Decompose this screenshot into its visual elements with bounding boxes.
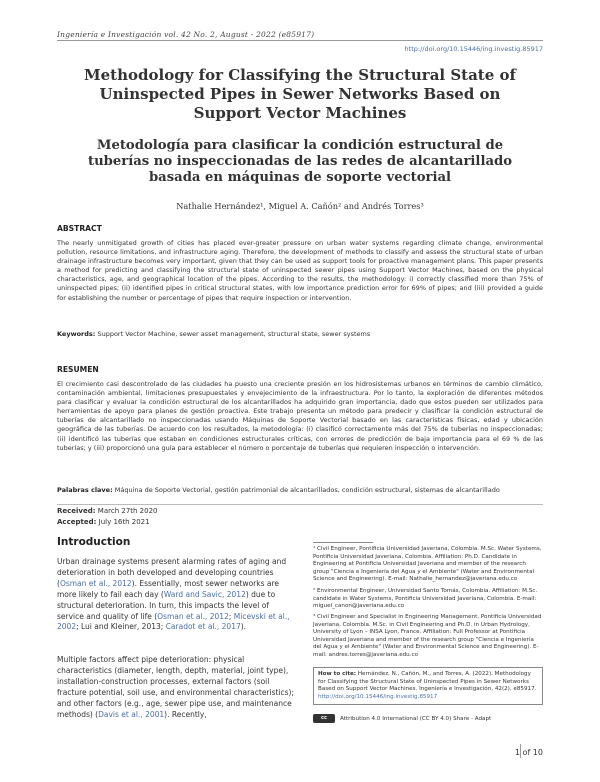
keywords-value: Support Vector Machine, sewer asset management, structural state, sewer systems (97, 330, 371, 338)
abstract-text: The nearly unmitigated growth of cities has placed ever-greater pressure on urban water systems regarding climate change, environmental pollution, resource limitations, and infrastructure aging. Therefore, the development of methods to classify and assess the structural state of urban drainage infrastructure becomes very important, given that they can be used as support tools for proactive management plans. This paper presents a method for predicting and classifying the structural state of uninspected sewer pipes using Support Vector Machines, based on the physical characteristics, age, and geographical location of the pipes. According to the results, the methodology: i) correctly classified more than 75% of uninspected pipes; (ii) identified pipes in critical structural states, with low importance prediction error for 69% of pipes; and (iii) provided a guide for establishing the number or percentage of pipes that require inspection or intervention. (57, 239, 543, 302)
journal-header: Ingeniería e Investigación vol. 42 No. 2, August - 2022 (e85917) (57, 30, 315, 39)
header-divider (57, 40, 543, 41)
keywords-label: Keywords: (57, 330, 96, 338)
palabras-clave-label: Palabras clave: (57, 486, 113, 494)
resumen-text: El crecimiento casi descontrolado de las ciudades ha puesto una creciente presión en los hidrosistemas urbanos en términos de cambio climático, contaminación ambiental, limitaciones presupuestales y envejecimiento de la infraestructura. Por lo tanto, la exploración de diferentes métodos para clasificar y evaluar la condición estructural de los alcantarillados ha adquirido gran importancia, dado que estos pueden ser utilizados para herramientas de apoyo para planes de gestión proactiva. Este trabajo presenta un método para predecir y clasificar la condición estructural de tuberías de alcantarillado no inspeccionadas usando Máquinas de Soporte Vectorial basado en las características físicas, edad y ubicación geográfica de las tuberías. De acuerdo con los resultados, la metodología: (i) clasificó correctamente más del 75% de tuberías no inspeccionadas; (ii) identificó las tuberías que estaban en condiciones estructurales críticas, con errores de predicción de baja importancia para el 69 % de las tuberías; y (iii) proporcionó una guía para establecer el número o porcentaje de tuberías que requieren inspección o intervención. (57, 380, 543, 452)
ref-caradot-2017[interactable]: Caradot et al., 2017 (165, 622, 241, 632)
abstract-heading: ABSTRACT (57, 224, 102, 233)
intro-paragraph-1: Urban drainage systems present alarming rates of aging and deterioration in both developed and developing countries (Osman et al., 2012). Essentially, most sewer networks are more likely to fail each day (Ward and Savic, 2012) due to structural deterioration. In turn, this impacts the level of service and quality of life (Osman et al., 2012; Micevski et al., 2002; Lui and Kleiner, 2013; Caradot et al., 2017). (57, 557, 290, 632)
intro-paragraph-2: Multiple factors affect pipe deterioration: physical characteristics (diameter, length, depth, material, joint type), installation-construction processes, external factors (soil fracture potential, soil use, and environmental characteristics); and other factors (e.g., age, sewer pipe use, and maintenance methods) (Davis et al., 2001). Recently, (57, 655, 295, 719)
footnote-3: ³ Civil Engineer and Specialist in Engineering Management, Pontificia Universidad Javeriana, Colombia. M.Sc. in Civil Engineering and Ph.D. in Urban Hydrology, University of Lyon – INSA Lyon, France. Affiliation: Full Professor at Pontificia Universidad Javeriana and member of the research group "Ciencia e Ingeniería del Agua y el Ambiente" (Water and Environmental Science and Engineering). E-mail: andres.torres@javeriana.edu.co (313, 614, 542, 658)
dates-divider (57, 504, 543, 505)
title-english: Methodology for Classifying the Structural State of Uninspected Pipes in Sewer Networks Based on Support Vector Machines (84, 66, 516, 122)
received-line: Received: March 27th 2020 (57, 507, 158, 515)
license-text: Attribution 4.0 International (CC BY 4.0) Share - Adapt (340, 716, 492, 722)
cc-license-icon[interactable]: cc (313, 714, 335, 723)
how-to-cite-label: How to cite: (318, 671, 357, 677)
how-to-cite-text: Hernández, N., Cañón, M., and Torres, A. (2022). Methodology for Classifying the Structural State of Uninspected Pipes in Sewer Networks Based on Support Vector Machines. Ingeniería e Investigación, 42(2), e85917. (318, 671, 537, 693)
title-spanish: Metodología para clasificar la condición estructural de tuberías no inspeccionadas de las redes de alcantarillado basada en máquinas de soporte vectorial (87, 138, 513, 185)
footnote-2: ² Environmental Engineer, Universidad Santo Tomás, Colombia. Affiliation: M.Sc. candidate in Water Systems, Pontificia Universidad Javeriana, Colombia. E-mail: miguel_canon@javeriana.edu.co (313, 588, 538, 610)
introduction-heading: Introduction (57, 536, 131, 548)
how-to-cite-doi[interactable]: http://doi.org/10.15446/ing.investig.85917 (318, 693, 438, 700)
ref-osman-2012-b[interactable]: Osman et al., 2012 (157, 611, 229, 621)
resumen-keywords (57, 486, 543, 495)
resumen-heading: RESUMEN (57, 365, 99, 374)
accepted-line: Accepted: July 16th 2021 (57, 517, 150, 526)
abstract-keywords (57, 330, 543, 339)
doi-link[interactable]: http://doi.org/10.15446/ing.investig.85917 (404, 45, 543, 53)
dates-block (57, 506, 158, 527)
ref-ward-savic-2012[interactable]: Ward and Savic, 2012 (163, 589, 246, 599)
footnote-1: ¹ Civil Engineer, Pontificia Universidad Javeriana, Colombia. M.Sc. Water Systems, Pontificia Universidad Javeriana, Colombia. Affiliation: Ph.D. Candidate in Engineering at Pontificia Universidad Javeriana and member of the research group "Ciencia e Ingeniería del Agua y el Ambiente" (Water and Environmental Science and Engineering). E-mail: Nathalie_hernandez@javeriana.edu.co (313, 546, 542, 583)
footnote-divider (313, 542, 373, 543)
ref-osman-2012[interactable]: Osman et al., 2012 (59, 578, 132, 588)
authors: Nathalie Hernández¹, Miguel A. Cañón² and Andrés Torres³ (176, 201, 424, 211)
page-number: 1 of 10 (514, 748, 543, 757)
ref-micevski-2002[interactable]: Micevski et al., 2002 (57, 611, 290, 632)
palabras-clave-value: Máquina de Soporte Vectorial, gestión patrimonial de alcantarillados, condición estructural, sistemas de alcantarillado (114, 486, 500, 494)
how-to-cite-box (313, 667, 543, 705)
ref-davis-2001[interactable]: Davis et al., 2001 (98, 709, 165, 719)
